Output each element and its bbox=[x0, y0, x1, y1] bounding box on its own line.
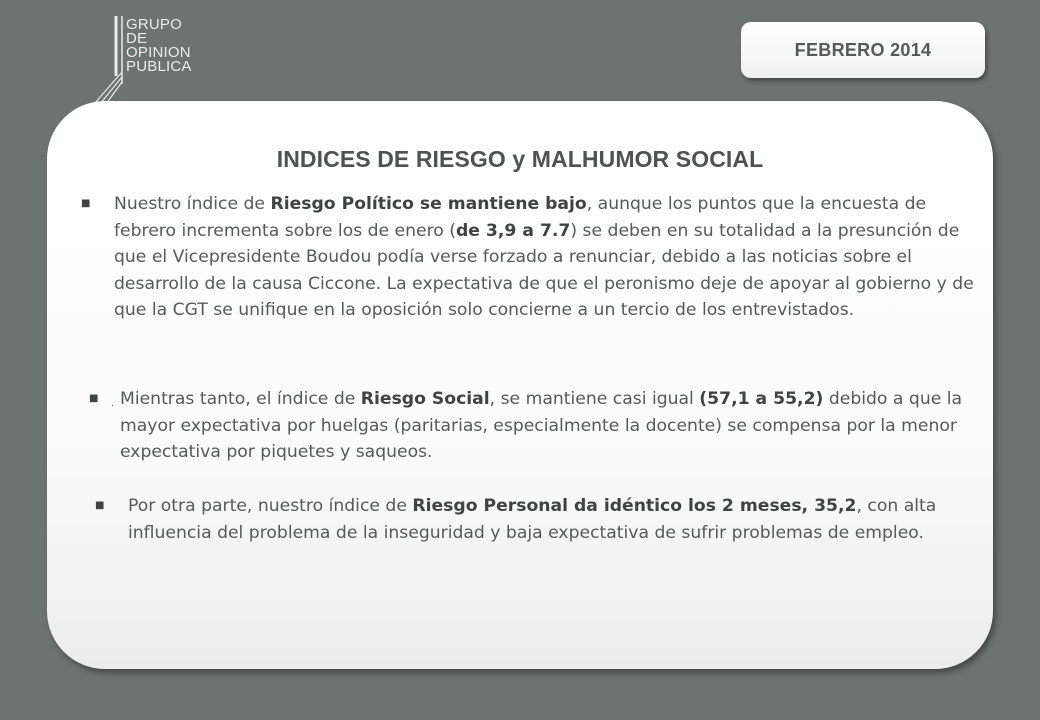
logo-line: PUBLICA bbox=[126, 58, 192, 75]
bullet-text bbox=[128, 493, 968, 546]
square-bullet-icon: ■ bbox=[89, 393, 99, 404]
text-segment: Nuestro índice de bbox=[114, 194, 271, 214]
date-badge: FEBRERO 2014 bbox=[741, 22, 985, 78]
bullet-item-social-risk bbox=[89, 386, 969, 471]
square-bullet-icon: ■ bbox=[95, 500, 105, 511]
text-segment: ) se deben en su totalidad a la presunción de que el Vicepresidente Boudou podía verse forzado a renunciar, debido a las noticias sobre el desarrollo de la causa Ciccone. La expectativa de que el peronismo deje de apoyar al gobierno y de que la CGT se unifique en la oposición solo concierne a un tercio de los entrevistados. bbox=[114, 220, 974, 320]
bold-text-segment: Riesgo Social bbox=[360, 389, 490, 409]
bold-text-segment: (57,1 a 55,2) bbox=[699, 389, 824, 409]
text-segment: , se mantiene casi igual bbox=[489, 389, 700, 409]
logo-line: OPINION bbox=[126, 44, 191, 61]
logo-mark-icon bbox=[86, 14, 128, 104]
bullet-text bbox=[120, 386, 966, 466]
logo-text bbox=[126, 18, 192, 74]
logo-line: GRUPO bbox=[126, 16, 183, 33]
bullet-item-personal-risk bbox=[95, 493, 985, 578]
text-segment: Mientras tanto, el índice de bbox=[120, 389, 361, 409]
bullet-item-political-risk bbox=[81, 191, 981, 361]
logo bbox=[86, 14, 236, 104]
logo-line: DE bbox=[126, 30, 148, 47]
bullet-text bbox=[114, 191, 980, 324]
bold-text-segment: Riesgo Político se mantiene bajo bbox=[270, 194, 587, 214]
text-segment: Por otra parte, nuestro índice de bbox=[128, 496, 413, 516]
text-segment: debido a que la mayor expectativa por huelgas (paritarias, especialmente la docente) se compensa por la menor expectativa por piquetes y saqueos. bbox=[120, 389, 963, 462]
text-segment: , aunque los puntos que la encuesta de febrero incrementa sobre los de enero ( bbox=[114, 194, 927, 241]
bold-text-segment: Riesgo Personal da idéntico los 2 meses, 35,2 bbox=[412, 496, 857, 516]
square-bullet-icon: ■ bbox=[81, 198, 91, 209]
dot-mark: . bbox=[111, 398, 115, 409]
page-title: INDICES DE RIESGO y MALHUMOR SOCIAL bbox=[276, 146, 764, 172]
text-segment: , con alta influencia del problema de la inseguridad y baja expectativa de sufrir problemas de empleo. bbox=[128, 496, 937, 543]
content-card bbox=[47, 101, 993, 669]
bold-text-segment: de 3,9 a 7.7 bbox=[455, 220, 571, 241]
